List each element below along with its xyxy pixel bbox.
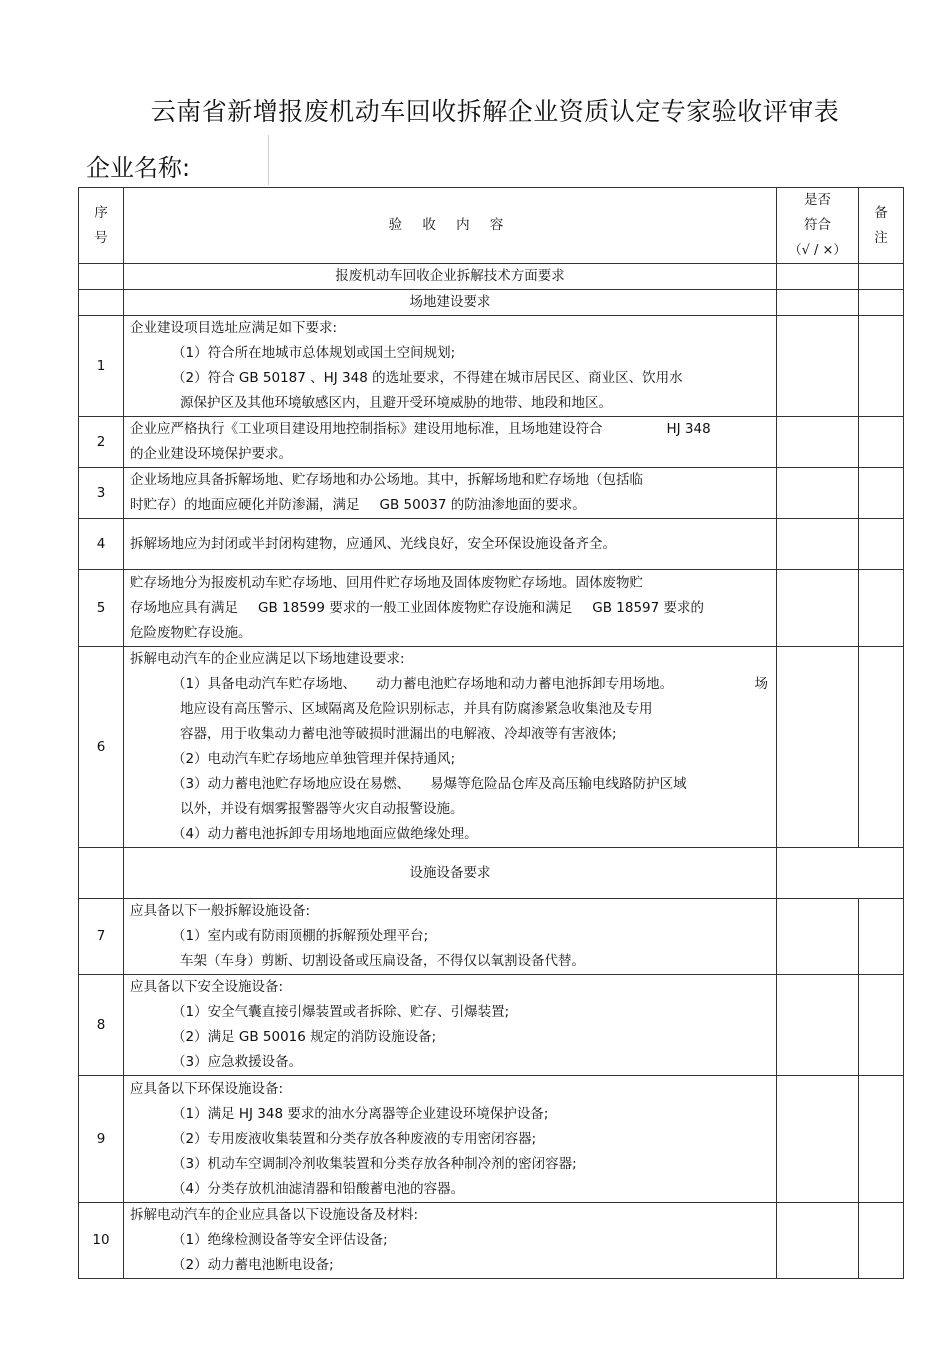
row-number: 6 <box>79 647 124 848</box>
table-row <box>79 316 904 417</box>
table-row <box>79 975 904 1076</box>
header-content: 验 收 内 容 <box>124 188 777 264</box>
row-content: 应具备以下环保设施设备: （1）满足 HJ 348 要求的油水分离器等企业建设环境保护设备; （2）专用废液收集装置和分类存放各种废液的专用密闭容器; （3）机动车空调制冷剂收集装置和分类存放各种制冷剂的密闭容器; （4）分类存放机油滤清器和铅酸蓄电池的容器。 <box>124 1076 777 1203</box>
table-row <box>79 417 904 468</box>
table-row <box>79 519 904 570</box>
row-number: 9 <box>79 1076 124 1203</box>
table-row <box>79 1203 904 1279</box>
table-header-row <box>79 188 904 264</box>
note-cell[interactable] <box>859 975 904 1076</box>
section-main-title: 报废机动车回收企业拆解技术方面要求 <box>124 264 777 290</box>
note-cell[interactable] <box>859 316 904 417</box>
note-cell[interactable] <box>859 468 904 519</box>
compliance-cell[interactable] <box>777 519 859 570</box>
row-number: 8 <box>79 975 124 1076</box>
row-number: 4 <box>79 519 124 570</box>
document-title: 云南省新增报废机动车回收拆解企业资质认定专家验收评审表 <box>150 97 840 126</box>
section-site-title: 场地建设要求 <box>124 290 777 316</box>
section-site-row <box>79 290 904 316</box>
note-cell[interactable] <box>859 264 904 290</box>
note-cell[interactable] <box>859 1076 904 1203</box>
table-row <box>79 647 904 848</box>
company-name-field[interactable] <box>268 135 269 185</box>
table-row <box>79 468 904 519</box>
row-content: 企业应严格执行《工业项目建设用地控制指标》建设用地标准，且场地建设符合 HJ 348 的企业建设环境保护要求。 <box>124 417 777 468</box>
row-content: 企业建设项目选址应满足如下要求: （1）符合所在地城市总体规划或国土空间规划; （2）符合 GB 50187 、HJ 348 的选址要求，不得建在城市居民区、商业区、饮用水 源保护区及其他环境敏感区内，且避开受环境威胁的地带、地段和地区。 <box>124 316 777 417</box>
row-number: 3 <box>79 468 124 519</box>
compliance-cell[interactable] <box>777 290 859 316</box>
compliance-cell[interactable] <box>777 264 859 290</box>
table-row <box>79 570 904 647</box>
section-facility-row <box>79 848 904 899</box>
note-cell[interactable] <box>859 519 904 570</box>
company-name-label: 企业名称: <box>86 154 191 182</box>
header-compliance: 是否 符合 （√ / ×） <box>777 188 859 264</box>
compliance-cell[interactable] <box>777 1076 859 1203</box>
row-content: 拆解场地应为封闭或半封闭构建物，应通风、光线良好，安全环保设施设备齐全。 <box>124 519 777 570</box>
row-content: 应具备以下安全设施设备: （1）安全气囊直接引爆装置或者拆除、贮存、引爆装置; （2）满足 GB 50016 规定的消防设施设备; （3）应急救援设备。 <box>124 975 777 1076</box>
table-row <box>79 899 904 975</box>
note-cell[interactable] <box>859 647 904 848</box>
row-content: 贮存场地分为报废机动车贮存场地、回用件贮存场地及固体废物贮存场地。固体废物贮 存场地应具有满足 GB 18599 要求的一般工业固体废物贮存设施和满足 GB 18597 要求的 危险废物贮存设施。 <box>124 570 777 647</box>
row-number: 5 <box>79 570 124 647</box>
section-facility-title: 设施设备要求 <box>124 848 777 899</box>
compliance-cell[interactable] <box>777 848 904 899</box>
compliance-cell[interactable] <box>777 417 859 468</box>
compliance-cell[interactable] <box>777 570 859 647</box>
row-content: 应具备以下一般拆解设施设备: （1）室内或有防雨顶棚的拆解预处理平台; 车架（车身）剪断、切割设备或压扁设备，不得仅以氧割设备代替。 <box>124 899 777 975</box>
note-cell[interactable] <box>859 899 904 975</box>
compliance-cell[interactable] <box>777 316 859 417</box>
header-seq: 序 号 <box>79 188 124 264</box>
row-content: 拆解电动汽车的企业应具备以下设施设备及材料: （1）绝缘检测设备等安全评估设备; （2）动力蓄电池断电设备; <box>124 1203 777 1279</box>
row-number: 1 <box>79 316 124 417</box>
row-content: 企业场地应具备拆解场地、贮存场地和办公场地。其中，拆解场地和贮存场地（包括临 时贮存）的地面应硬化并防渗漏，满足 GB 50037 的防油渗地面的要求。 <box>124 468 777 519</box>
row-number: 10 <box>79 1203 124 1279</box>
row-number: 7 <box>79 899 124 975</box>
note-cell[interactable] <box>859 417 904 468</box>
compliance-cell[interactable] <box>777 975 859 1076</box>
note-cell[interactable] <box>859 290 904 316</box>
row-content: 拆解电动汽车的企业应满足以下场地建设要求: （1）具备电动汽车贮存场地、 动力蓄电池贮存场地和动力蓄电池拆卸专用场地。 场 地应设有高压警示、区域隔离及危险识别标志，并具有防腐渗紧急收集池及专用 容器，用于收集动力蓄电池等破损时泄漏出的电解液、冷却液等有害液体; （2）电动汽车贮存场地应单独管理并保持通风; （3）动力蓄电池贮存场地应设在易燃、 易爆等危险品仓库及高压输电线路防护区域 以外，并设有烟雾报警器等火灾自动报警设施。 （4）动力蓄电池拆卸专用场地地面应做绝缘处理。 <box>124 647 777 848</box>
note-cell[interactable] <box>859 1203 904 1279</box>
compliance-cell[interactable] <box>777 647 859 848</box>
header-note: 备 注 <box>859 188 904 264</box>
compliance-cell[interactable] <box>777 899 859 975</box>
note-cell[interactable] <box>859 570 904 647</box>
compliance-cell[interactable] <box>777 1203 859 1279</box>
table-row <box>79 1076 904 1203</box>
review-table <box>78 187 904 1279</box>
section-main-row <box>79 264 904 290</box>
compliance-cell[interactable] <box>777 468 859 519</box>
row-number: 2 <box>79 417 124 468</box>
